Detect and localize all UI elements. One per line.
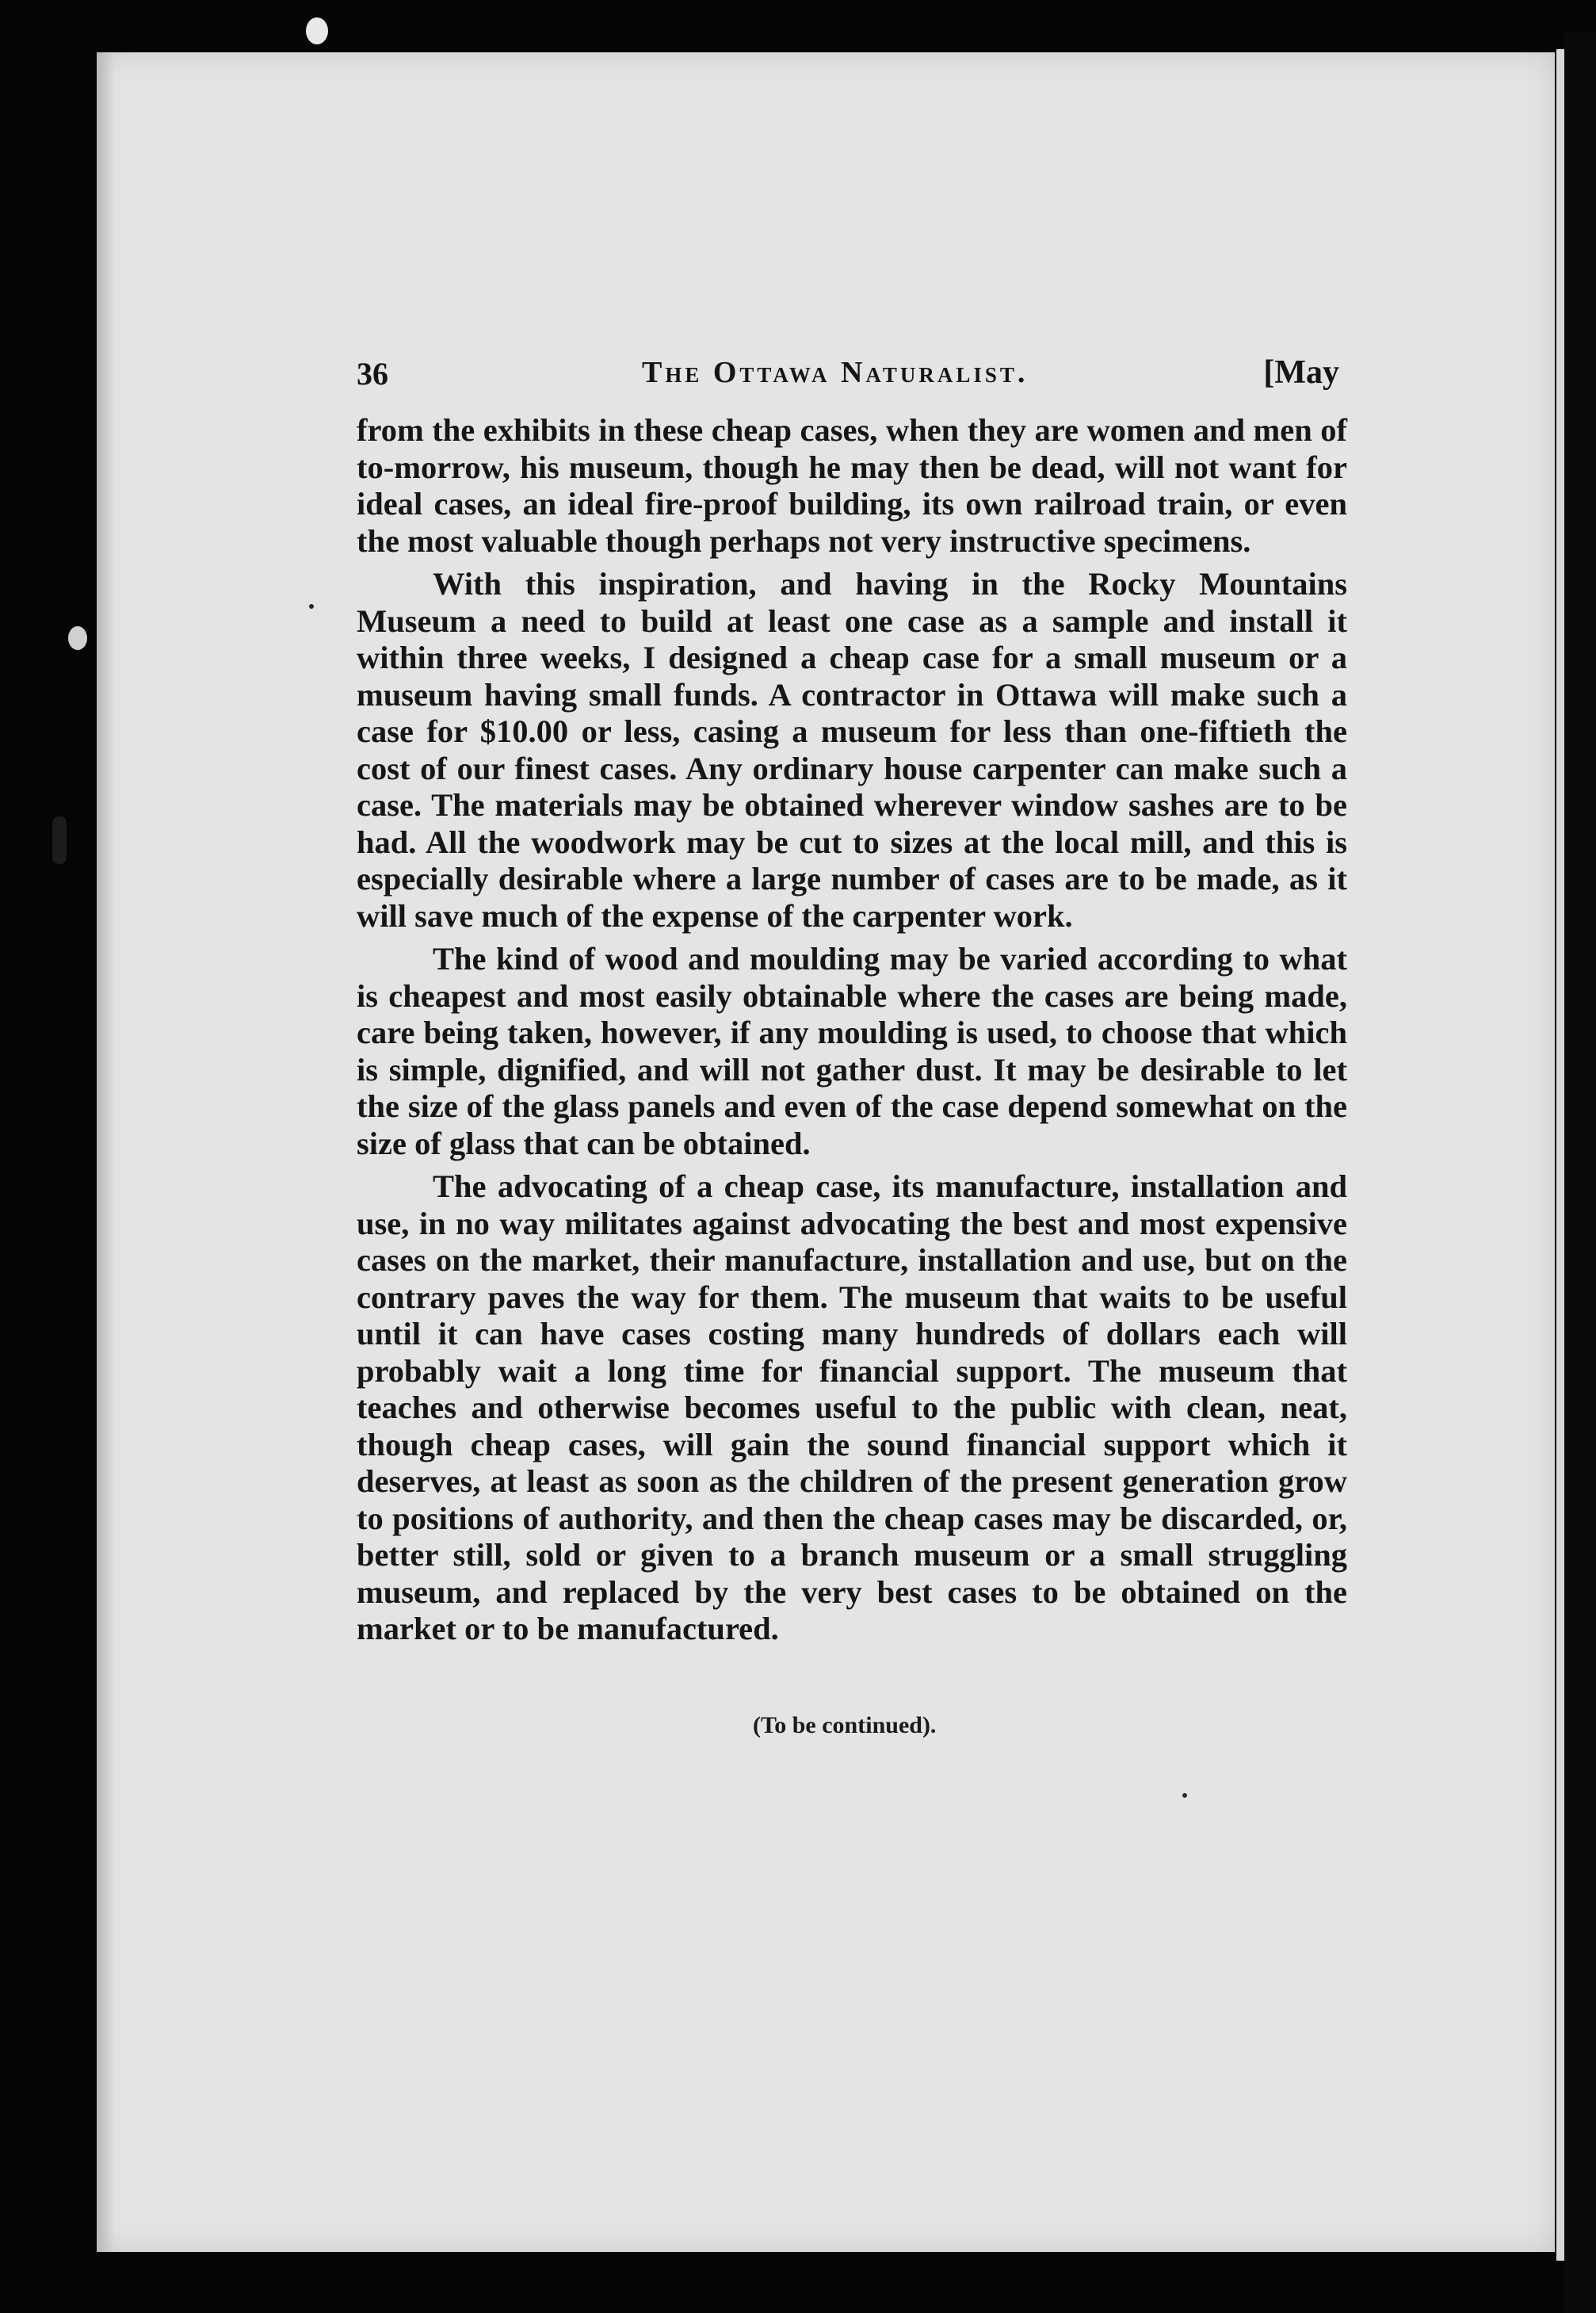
body-paragraph: With this inspiration, and having in the Rocky Mountains Museum a need to build at least one case as a sample and install it within three weeks, I designed a cheap case for a small museum or a museum having small funds. A contractor in Ottawa will make such a case for $10.00 or less, casing a museum for less than one-fiftieth the cost of our finest cases. Any ordinary house carpenter can make such a case. The materials may be obtained wherever window sashes are to be had. All the woodwork may be cut to sizes at the local mill, and this is especially desirable where a large number of cases are to be made, as it will save much of the expense of the carpenter work. — [357, 566, 1347, 934]
page-number: 36 — [357, 356, 388, 392]
article-body — [357, 412, 1347, 1654]
running-header — [357, 355, 1339, 403]
facing-page-edge — [1564, 32, 1596, 2313]
scan-artifact-mark — [306, 17, 328, 44]
body-paragraph: The advocating of a cheap case, its manufacture, installation and use, in no way militates against advocating the best and most expensive cases on the market, their manufacture, installation and use, but on the contrary paves the way for them. The museum that waits to be useful until it can have cases costing many hundreds of dollars each will probably wait a long time for financial support. The museum that teaches and otherwise becomes useful to the public with clean, neat, though cheap cases, will gain the sound financial support which it deserves, at least as soon as the children of the present generation grow to positions of authority, and then the cheap cases may be discarded, or, better still, sold or given to a branch museum or a small struggling museum, and replaced by the very best cases to be obtained on the market or to be manufactured. — [357, 1168, 1347, 1646]
journal-title: The Ottawa Naturalist. — [642, 356, 1029, 389]
margin-mark — [68, 626, 87, 650]
body-paragraph: The kind of wood and moulding may be varied according to what is cheapest and most easily obtainable where the cases are being made, care being taken, however, if any moulding is used, to choose that which is simple, dignified, and will not gather dust. It may be desirable to let the size of the glass panels and even of the case depend somewhat on the size of glass that can be obtained. — [357, 941, 1347, 1161]
page-gutter-strip — [1556, 49, 1564, 2261]
issue-month: [May — [1263, 354, 1339, 391]
continued-note: (To be continued). — [753, 1712, 937, 1738]
body-paragraph: from the exhibits in these cheap cases, when they are women and men of to-morrow, his museum, though he may then be dead, will not want for ideal cases, an ideal fire-proof building, its own railroad train, or even the most valuable though perhaps not very instructive specimens. — [357, 412, 1347, 559]
margin-mark — [52, 816, 67, 864]
page-binding-shadow — [97, 52, 114, 2252]
page-dot — [1182, 1793, 1187, 1798]
page-dot — [309, 604, 314, 609]
